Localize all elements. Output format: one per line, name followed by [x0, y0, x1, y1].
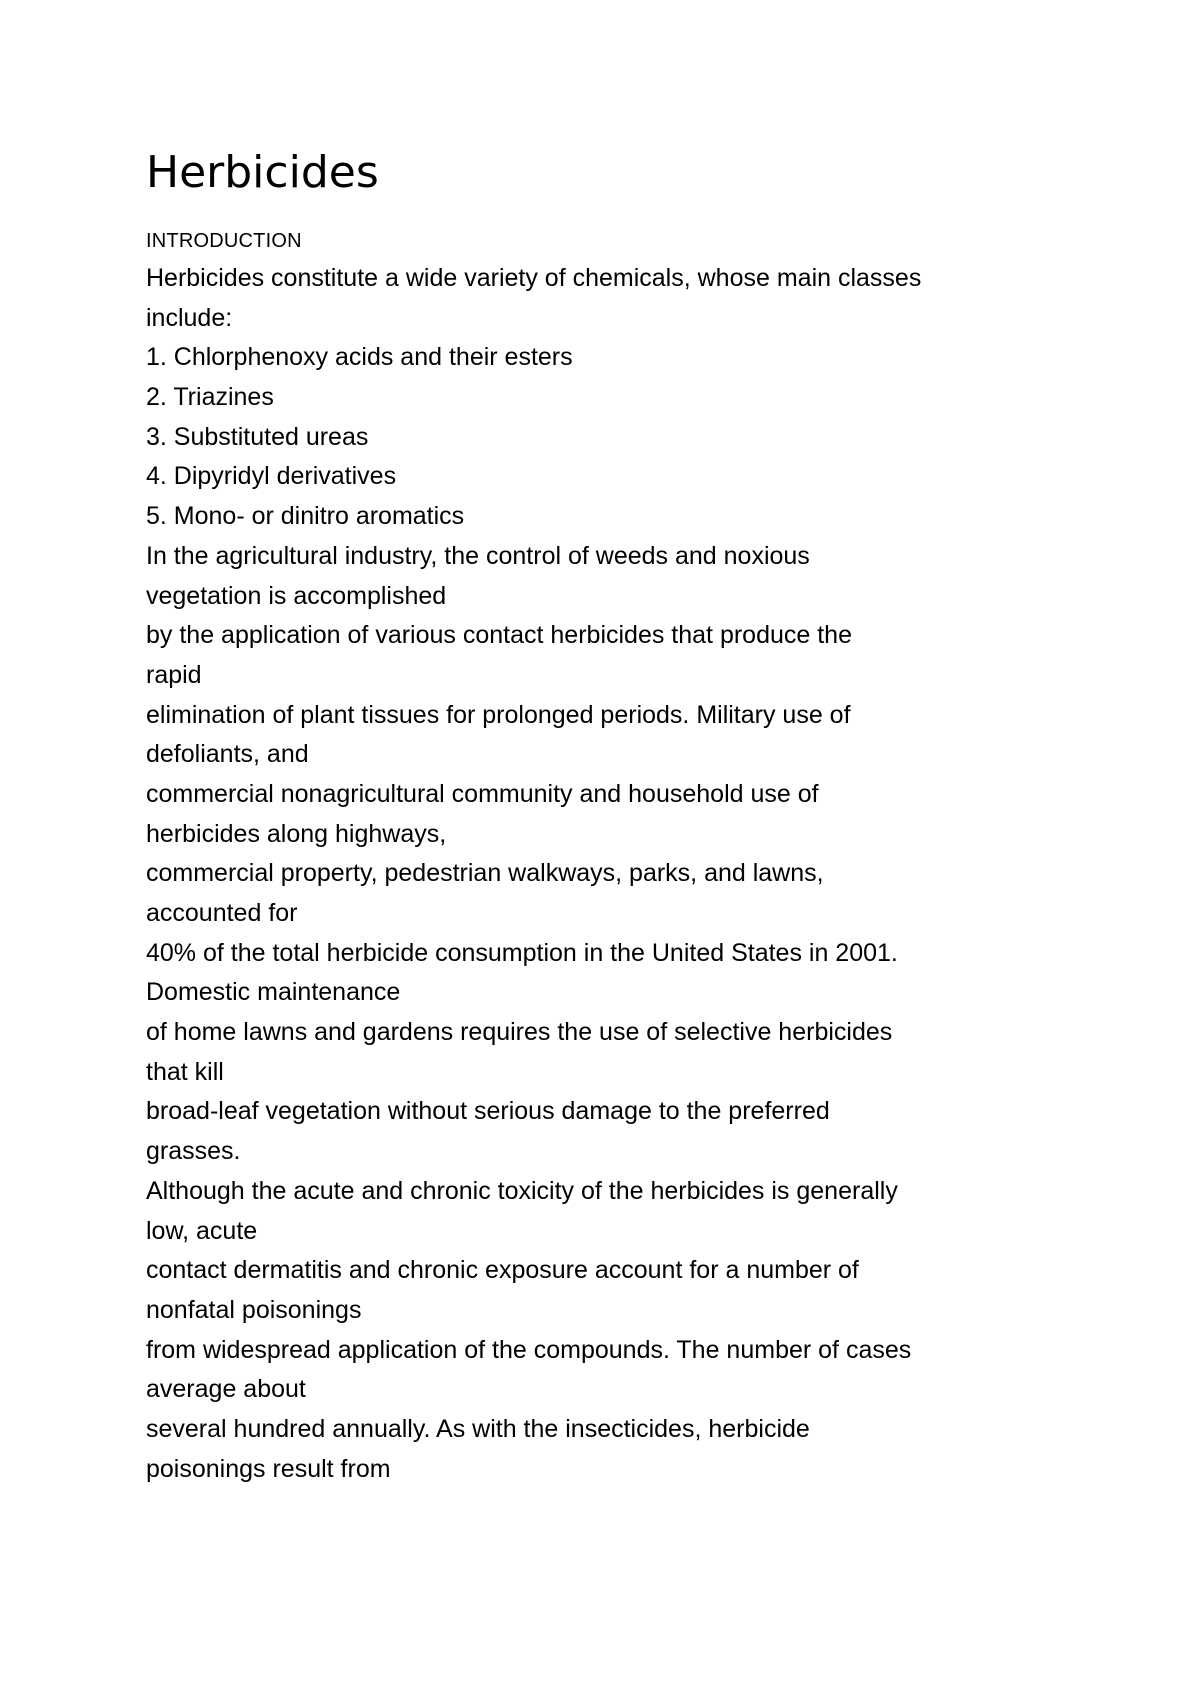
text-line: grasses. [146, 1137, 241, 1166]
text-line: 5. Mono- or dinitro aromatics [146, 502, 465, 531]
text-line: average about [146, 1375, 306, 1404]
text-line: poisonings result from [146, 1454, 391, 1483]
text-line: 40% of the total herbicide consumption in the United States in 2001. [146, 938, 898, 967]
section-heading: INTRODUCTION [146, 230, 302, 252]
text-line: accounted for [146, 899, 298, 927]
text-line: 3. Substituted ureas [146, 422, 369, 451]
text-line: commercial nonagricultural community and household use of [146, 779, 819, 808]
text-line: rapid [146, 660, 202, 689]
document-title: Herbicides [146, 147, 379, 198]
text-line: of home lawns and gardens requires the use of selective herbicides [146, 1018, 893, 1047]
text-line: include: [146, 303, 233, 332]
text-line: broad-leaf vegetation without serious damage to the preferred [146, 1097, 830, 1126]
text-line: vegetation is accomplished [146, 581, 447, 610]
text-line: Herbicides constitute a wide variety of chemicals, whose main classes [146, 264, 922, 292]
text-line: from widespread application of the compounds. The number of cases [146, 1335, 912, 1364]
text-line: nonfatal poisonings [146, 1295, 362, 1324]
text-line: several hundred annually. As with the insecticides, herbicide [146, 1414, 810, 1443]
text-line: defoliants, and [146, 740, 309, 769]
text-line: 4. Dipyridyl derivatives [146, 462, 397, 491]
text-line: contact dermatitis and chronic exposure account for a number of [146, 1256, 859, 1285]
text-line: Although the acute and chronic toxicity of the herbicides is generally [146, 1176, 898, 1205]
text-line: that kill [146, 1057, 224, 1086]
text-line: by the application of various contact herbicides that produce the [146, 621, 852, 650]
text-line: herbicides along highways, [146, 819, 447, 848]
text-line: commercial property, pedestrian walkways, parks, and lawns, [146, 859, 824, 888]
text-line: Domestic maintenance [146, 978, 401, 1007]
text-line: elimination of plant tissues for prolonged periods. Military use of [146, 700, 851, 729]
text-line: 1. Chlorphenoxy acids and their esters [146, 343, 573, 372]
text-line: 2. Triazines [146, 383, 274, 412]
text-line: In the agricultural industry, the control of weeds and noxious [146, 541, 810, 570]
body-text [146, 259, 1086, 1489]
text-line: low, acute [146, 1216, 258, 1245]
